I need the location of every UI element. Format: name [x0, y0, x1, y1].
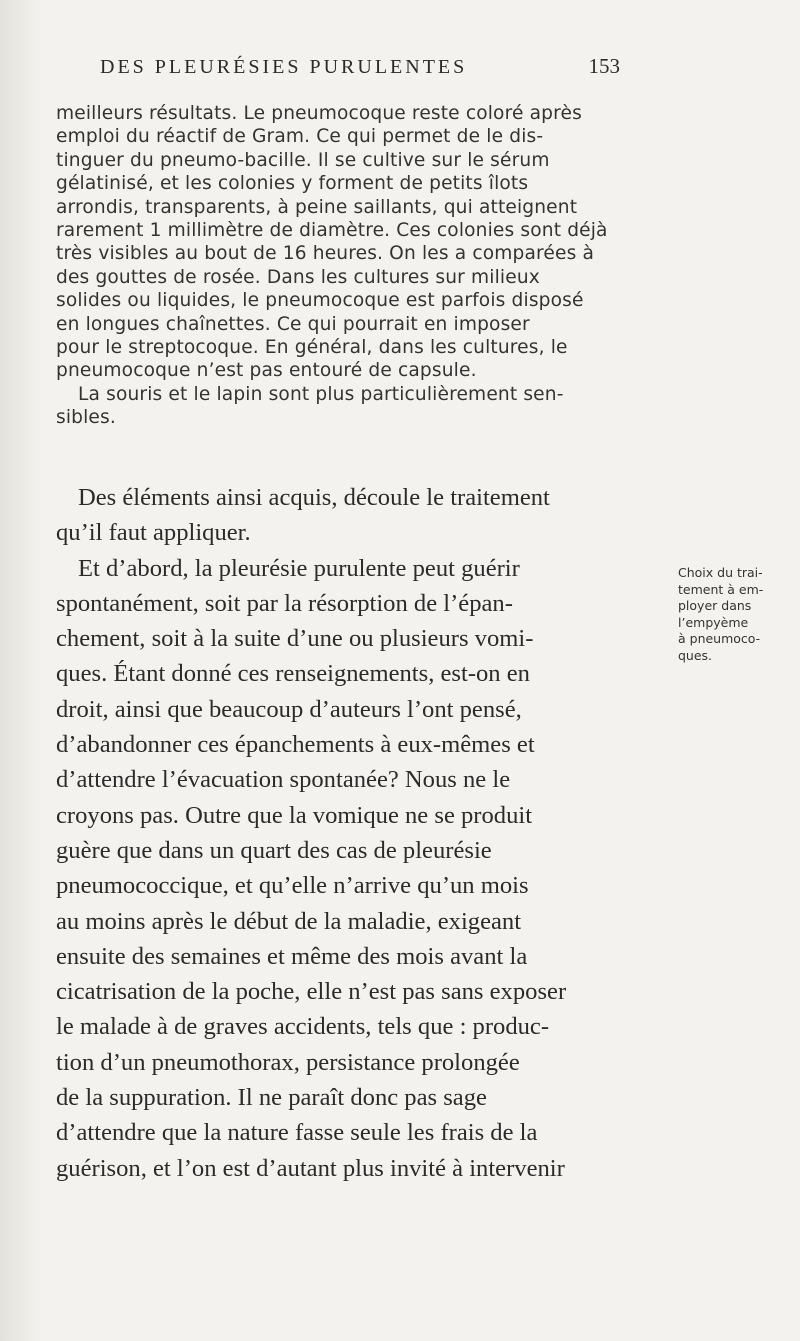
- text-line: d’attendre que la nature fasse seule les frais de la: [56, 1119, 538, 1147]
- text-line: Et d’abord, la pleurésie purulente peut guérir: [78, 554, 520, 582]
- text-line: spontanément, soit par la résorption de l’épan-: [56, 589, 513, 617]
- text-line: Des éléments ainsi acquis, découle le traitement: [78, 484, 550, 511]
- text-line: rarement 1 millimètre de diamètre. Ces colonies sont déjà: [56, 220, 608, 242]
- margin-note-line: l’empyème: [678, 614, 749, 630]
- text-line: de la suppuration. Il ne paraît donc pas sage: [56, 1084, 487, 1112]
- text-line: droit, ainsi que beaucoup d’auteurs l’ont pensé,: [56, 695, 522, 723]
- text-line: en longues chaînettes. Ce qui pourrait en imposer: [56, 313, 530, 335]
- text-line: très visibles au bout de 16 heures. On les a comparées à: [56, 243, 595, 265]
- margin-note-line: tement à em-: [678, 581, 764, 597]
- text-line: arrondis, transparents, à peine saillants, qui atteignent: [56, 196, 578, 218]
- text-line: pneumocoque n’est pas entouré de capsule.: [56, 360, 477, 382]
- running-title: DES PLEURÉSIES PURULENTES: [100, 56, 468, 78]
- text-line: qu’il faut appliquer.: [56, 519, 251, 547]
- text-line: ques. Étant donné ces renseignements, est-on en: [56, 660, 530, 688]
- page-header: [40, 54, 620, 84]
- margin-note-line: Choix du trai-: [678, 565, 763, 580]
- margin-note-line: ployer dans: [678, 598, 752, 613]
- text-line: guère que dans un quart des cas de pleurésie: [56, 836, 492, 864]
- text-line: La souris et le lapin sont plus particulièrement sen-: [78, 383, 564, 405]
- text-line: ensuite des semaines et même des mois avant la: [56, 942, 528, 970]
- text-line: le malade à de graves accidents, tels que : produc-: [56, 1013, 550, 1041]
- text-line: pour le streptocoque. En général, dans les cultures, le: [56, 337, 568, 359]
- text-line: tinguer du pneumo-bacille. Il se cultive sur le sérum: [56, 149, 550, 171]
- page-number: 153: [588, 54, 620, 78]
- margin-note: [678, 565, 790, 664]
- text-line: pneumococcique, et qu’elle n’arrive qu’un mois: [56, 872, 529, 900]
- main-text: [56, 480, 658, 1186]
- page-shadow: [0, 0, 40, 1341]
- margin-note-line: ques.: [678, 647, 713, 663]
- text-line: cicatrisation de la poche, elle n’est pas sans exposer: [56, 978, 567, 1006]
- text-line: d’attendre l’évacuation spontanée? Nous ne le: [56, 766, 511, 794]
- text-line: croyons pas. Outre que la vomique ne se produit: [56, 801, 533, 829]
- text-line: d’abandonner ces épanchements à eux-mêmes et: [56, 731, 535, 759]
- text-line: des gouttes de rosée. Dans les cultures sur milieux: [56, 266, 540, 288]
- small-print-paragraph: [56, 102, 656, 430]
- text-line: meilleurs résultats. Le pneumocoque reste coloré après: [56, 103, 582, 124]
- text-line: au moins après le début de la maladie, exigeant: [56, 907, 522, 935]
- text-line: chement, soit à la suite d’une ou plusieurs vomi-: [56, 625, 534, 653]
- text-line: emploi du réactif de Gram. Ce qui permet de le dis-: [56, 126, 544, 148]
- text-line: guérison, et l’on est d’autant plus invité à intervenir: [56, 1154, 565, 1182]
- text-line: sibles.: [56, 407, 116, 429]
- text-line: tion d’un pneumothorax, persistance prolongée: [56, 1048, 520, 1076]
- text-line: solides ou liquides, le pneumocoque est parfois disposé: [56, 290, 584, 312]
- text-line: gélatinisé, et les colonies y forment de petits îlots: [56, 173, 529, 195]
- margin-note-line: à pneumoco-: [678, 631, 761, 646]
